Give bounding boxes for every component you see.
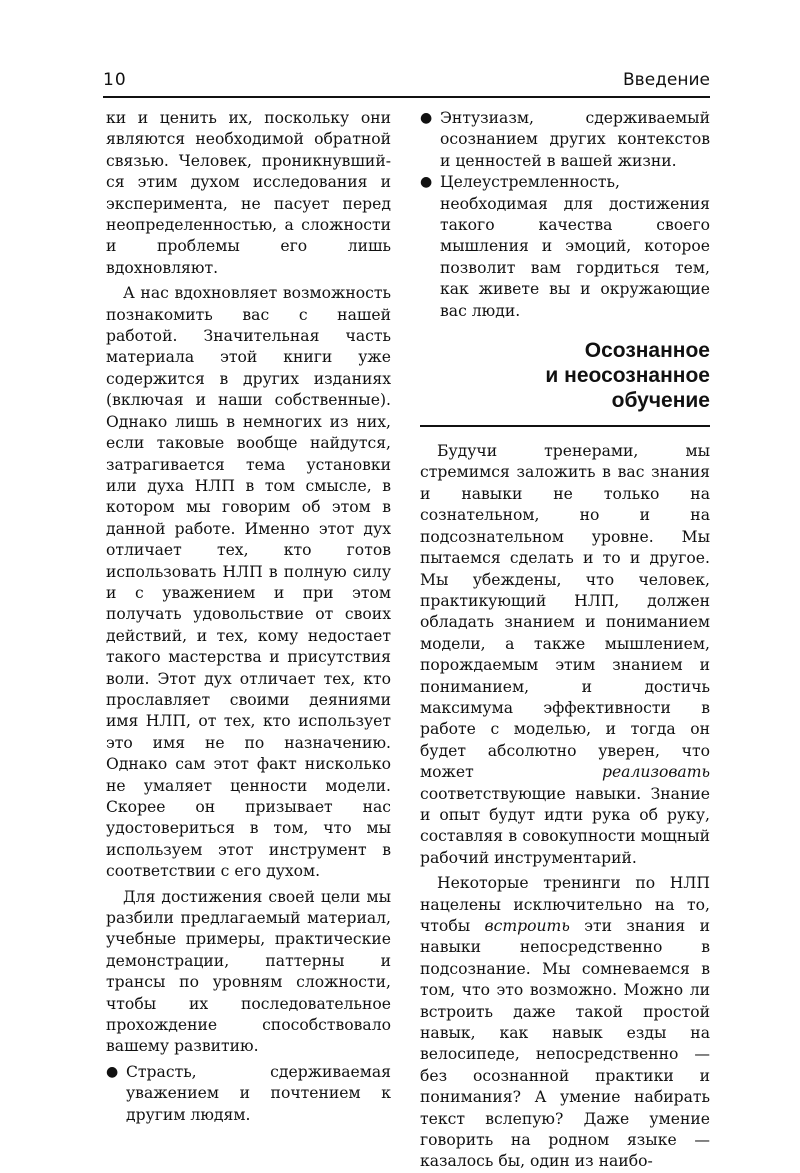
paragraph — [420, 441, 710, 869]
paragraph-text: Некоторые тренинги по НЛП нацелены исключительно на то, чтобы — [420, 874, 710, 935]
list-item-text: Энтузиазм, сдерживаемый осознанием других контекстов и ценностей в вашей жизни. — [440, 109, 710, 170]
bullet-icon: ● — [420, 110, 433, 126]
heading-rule — [420, 425, 710, 427]
bullet-list — [420, 108, 710, 322]
list-item-text: Страсть, сдерживаемая уважением и почтением к другим людям. — [126, 1062, 391, 1124]
list-item — [106, 1062, 391, 1126]
page-number: 10 — [103, 70, 127, 90]
paragraph: Для достижения своей цели мы разбили предлагаемый материал, учебные примеры, практические демонстрации, паттерны и трансы по уровням сложности, чтобы их последовательное прохождение способствовало вашему развитию. — [106, 887, 391, 1056]
list-item — [420, 108, 710, 172]
bullet-list — [106, 1062, 391, 1126]
bullet-icon: ● — [420, 174, 433, 191]
left-column — [106, 108, 391, 1126]
running-header — [103, 70, 710, 94]
header-rule — [103, 96, 710, 98]
paragraph: А нас вдохновляет возможность познакомить вас с нашей работой. Значительная часть материала этой книги уже содержится в других изданиях (включая и наши собственные). Однако лишь в немногих из них, если таковые вообще найдутся, затрагивается тема установки или духа НЛП в том смысле, в котором мы говорим об этом в данной работе. Именно этот дух отличает тех, кто готов использовать НЛП в полную силу и с уважением и при этом получать удовольствие от своих действий, и тех, кому недостает такого мастерства и присутствия воли. Этот дух отличает тех, кто прославляет своими деяниями имя НЛП, от тех, кто использует это имя не по назначению. Однако сам этот факт нисколько не умаляет ценности модели. Скорее он призывает нас удостовериться в том, что мы используем этот инструмент в соответствии с его духом. — [106, 284, 391, 881]
paragraph-text: эти знания и навыки непосредственно в подсознание. Мы сомневаемся в том, что это возможно. Можно ли встроить даже такой простой навык, как навык езды на велосипеде, непосредственно — без осознанной практики и понимания? А умение набирать текст вслепую? Даже умение говорить на родном языке — казалось бы, один из наибо- — [420, 917, 710, 1171]
section-title: Введение — [623, 70, 710, 90]
right-column — [420, 108, 710, 1173]
list-item-text: Целеустремленность, необходимая для достижения такого качества своего мышления и эмоций, которое позволит вам гордиться тем, как живете вы и окружающие вас люди. — [440, 173, 710, 320]
paragraph-text: Будучи тренерами, мы стремимся заложить в вас знания и навыки не только на сознательном, но и на подсознательном уровне. Мы пытаемся сделать и то и другое. Мы убеждены, что человек, практикующий НЛП, должен обладать знанием и пониманием модели, а также мышлением, порождаемым этим знанием и пониманием, и достичь максимума эффективности в работе с моделью, и тогда он будет абсолютно уверен, что может — [420, 442, 710, 782]
heading-line: и неосознанное — [545, 364, 710, 388]
emphasis: встроить — [484, 917, 570, 935]
paragraph-text: соответствующие навыки. Знание и опыт будут идти рука об руку, составляя в совокупности мощный рабочий инструментарий. — [420, 784, 710, 867]
paragraph — [420, 873, 710, 1173]
section-heading — [420, 338, 710, 413]
emphasis: реализовать — [601, 763, 710, 782]
heading-line: обучение — [611, 389, 710, 413]
paragraph: ки и ценить их, поскольку они являются необходимой обратной связью. Человек, проникнувший-ся этим духом исследования и эксперимента, не пасует перед неопределенностью, а сложности и проблемы его лишь вдохновляют. — [106, 109, 391, 277]
list-item — [420, 172, 710, 322]
heading-line: Осознанное — [584, 339, 710, 363]
bullet-icon: ● — [106, 1063, 119, 1080]
